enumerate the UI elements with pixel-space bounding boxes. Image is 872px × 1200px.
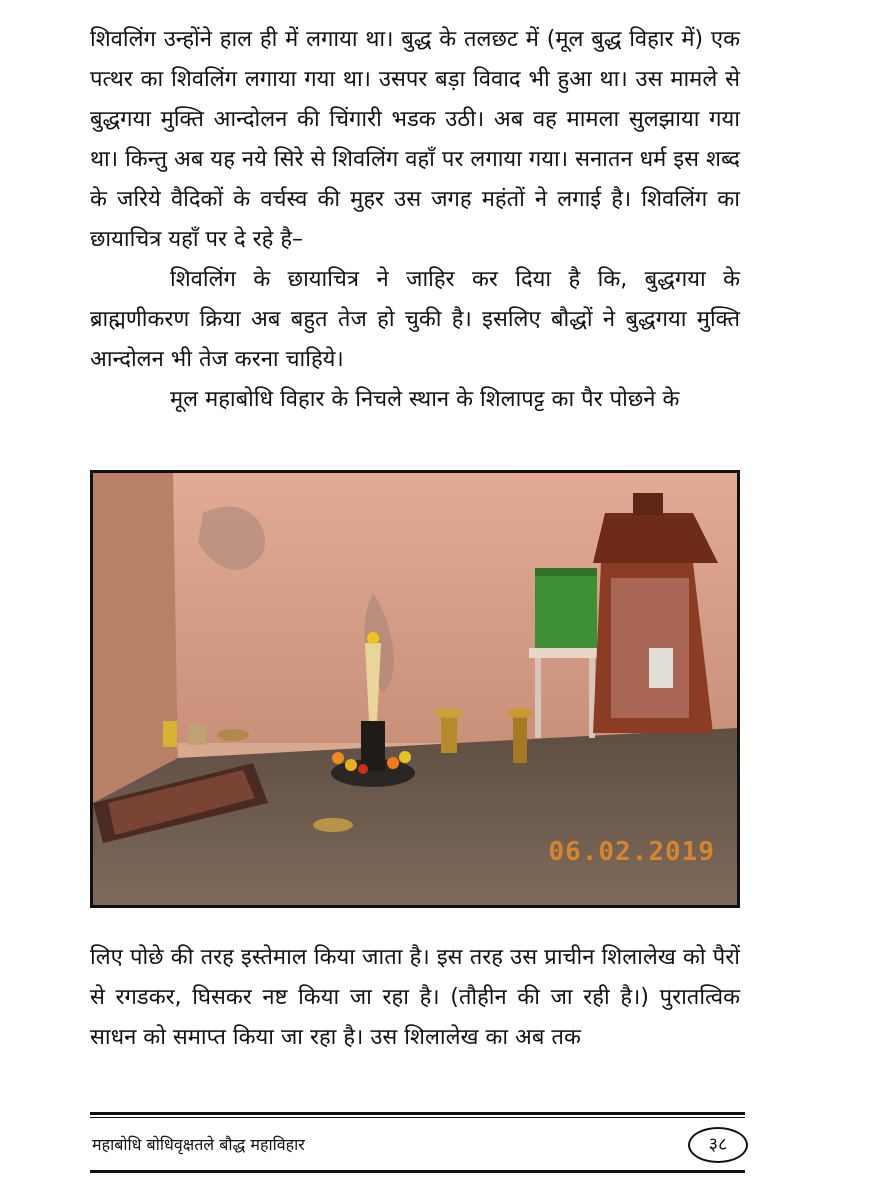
paragraph-1: शिवलिंग उन्होंने हाल ही में लगाया था। बुद्ध के तलछट में (मूल बुद्ध विहार में) एक पत्थर का शिवलिंग लगाया गया था। उसपर बड़ा विवाद भी हुआ था। उस मामले से बुद्धगया मुक्ति आन्दोलन की चिंगारी भडक उठी। अब वह मामला सुलझाया गया था। किन्तु अब यह नये सिरे से शिवलिंग वहाँ पर लगाया गया। सनातन धर्म इस शब्द के जरिये वैदिकों के वर्चस्व की मुहर उस जगह महंतों ने लगाई है। शिवलिंग का छायाचित्र यहाँ पर दे रहे है– xyxy=(90,27,740,252)
footer-rule-bottom xyxy=(90,1170,745,1173)
shivling-photograph xyxy=(90,470,740,908)
footer-book-title: महाबोधि बोधिवृक्षतले बौद्ध महाविहार xyxy=(92,1135,305,1154)
page-number: ३८ xyxy=(688,1127,748,1163)
body-text-top xyxy=(90,20,740,420)
paragraph-4: लिए पोछे की तरह इस्तेमाल किया जाता है। इस तरह उस प्राचीन शिलालेख को पैरों से रगडकर, घिसकर नष्ट किया जा रहा है। (तौहीन की जा रही है।) पुरातत्विक साधन को समाप्त किया जा रहा है। उस शिलालेख का अब तक xyxy=(90,945,740,1050)
photo-date-stamp: 06.02.2019 xyxy=(548,837,715,867)
paragraph-2: शिवलिंग के छायाचित्र ने जाहिर कर दिया है कि, बुद्धगया के ब्राह्मणीकरण क्रिया अब बहुत तेज हो चुकी है। इसलिए बौद्धों ने बुद्धगया मुक्ति आन्दोलन भी तेज करना चाहिये। xyxy=(90,267,740,372)
shivling xyxy=(361,721,385,771)
footer-rule-thin xyxy=(90,1117,745,1118)
footer-rule xyxy=(90,1112,745,1115)
green-box xyxy=(535,568,597,648)
paragraph-3: मूल महाबोधि विहार के निचले स्थान के शिलापट्ट का पैर पोछने के xyxy=(170,387,680,412)
side-wall xyxy=(93,473,178,803)
body-text-bottom xyxy=(90,938,740,1058)
